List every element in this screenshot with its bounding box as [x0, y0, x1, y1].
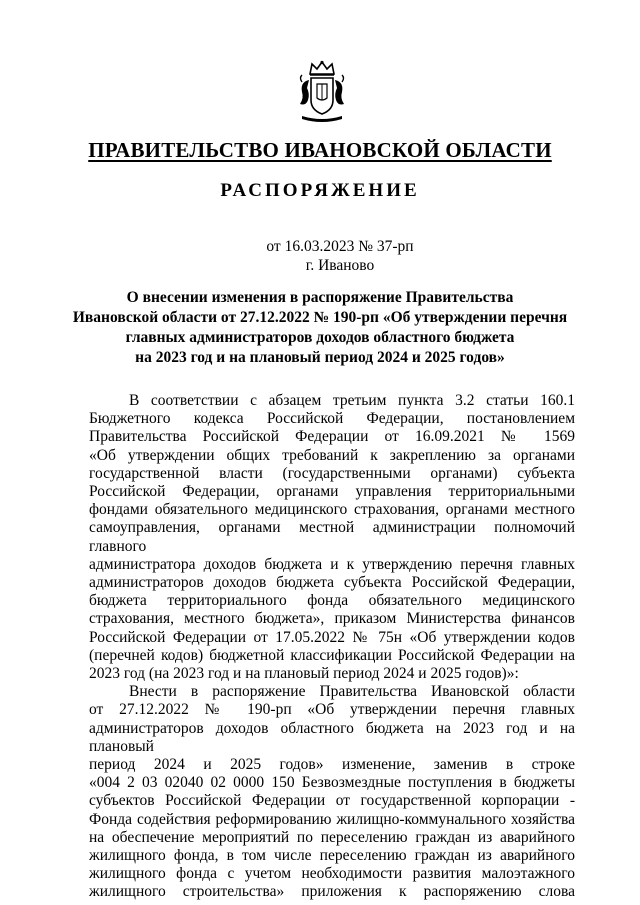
body-line: Правительства Российской Федерации от 16.09.2021 № 1569 [89, 428, 575, 446]
body-line: «004 2 03 02040 02 0000 150 Безвозмездные поступления в бюджеты [89, 774, 575, 792]
document-type: РАСПОРЯЖЕНИЕ [220, 180, 420, 201]
document-title [60, 288, 580, 368]
body-line: период 2024 и 2025 годов» изменение, заменив в строке [89, 756, 575, 774]
title-line: главных администраторов доходов областного бюджета [125, 329, 515, 346]
body-line: бюджета территориального фонда обязательного медицинского [89, 592, 575, 610]
body-line: государственной власти (государственными органами) субъекта [89, 464, 575, 482]
document-date-number: от 16.03.2023 № 37-рп [266, 238, 414, 255]
body-line: фондами обязательного медицинского страхования, органами местного [89, 501, 575, 519]
document-city: г. Иваново [305, 257, 375, 274]
body-line: 2023 год (на 2023 год и на плановый период 2024 и 2025 годов)»: [89, 665, 519, 683]
body-line: Российской Федерации, органами управления территориальными [89, 483, 575, 501]
paragraph-preamble [89, 392, 575, 683]
body-line: «Об утверждении общих требований к закреплению за органами [89, 446, 575, 464]
body-line: администратора доходов бюджета и к утверждению перечня главных [89, 555, 575, 573]
body-line: жилищного фонда, в том числе переселению граждан из аварийного [89, 847, 575, 865]
body-line: администраторов доходов бюджета субъекта Российской Федерации, [89, 574, 575, 592]
organization-name: ПРАВИТЕЛЬСТВО ИВАНОВСКОЙ ОБЛАСТИ [88, 138, 552, 162]
body-line: субъектов Российской Федерации от государственной корпорации - [89, 792, 575, 810]
title-line: Ивановской области от 27.12.2022 № 190-рп «Об утверждении перечня [72, 309, 568, 326]
title-line: О внесении изменения в распоряжение Правительства [126, 289, 514, 306]
title-line: на 2023 год и на плановый период 2024 и 2025 годов» [135, 349, 505, 366]
body-line: администраторов доходов областного бюджета на 2023 год и на плановый [89, 719, 575, 755]
body-line: самоуправления, органами местной администрации полномочий главного [89, 519, 575, 555]
coat-of-arms-icon [296, 60, 348, 124]
body-line: от 27.12.2022 № 190-рп «Об утверждении перечня главных [89, 701, 575, 719]
body-line: жилищного строительства» приложения к распоряжению слова [89, 883, 575, 901]
body-line: страхования, местного бюджета», приказом Министерства финансов [89, 610, 575, 628]
body-line: жилищного фонда с учетом необходимости развития малоэтажного [89, 865, 575, 883]
body-line: на обеспечение мероприятий по переселению граждан из аварийного [89, 828, 575, 846]
paragraph-amendment [89, 683, 575, 901]
body-line: В соответствии с абзацем третьим пункта 3.2 статьи 160.1 [129, 392, 575, 409]
body-line: Фонда содействия реформированию жилищно-коммунального хозяйства [89, 810, 575, 828]
body-line: Внести в распоряжение Правительства Ивановской области [129, 683, 575, 701]
body-line: (перечней кодов) бюджетной классификации Российской Федерации на [89, 646, 575, 664]
document-body [89, 392, 575, 902]
body-line: Бюджетного кодекса Российской Федерации, постановлением [89, 410, 575, 428]
body-line: Российской Федерации от 17.05.2022 № 75н «Об утверждении кодов [89, 628, 575, 646]
